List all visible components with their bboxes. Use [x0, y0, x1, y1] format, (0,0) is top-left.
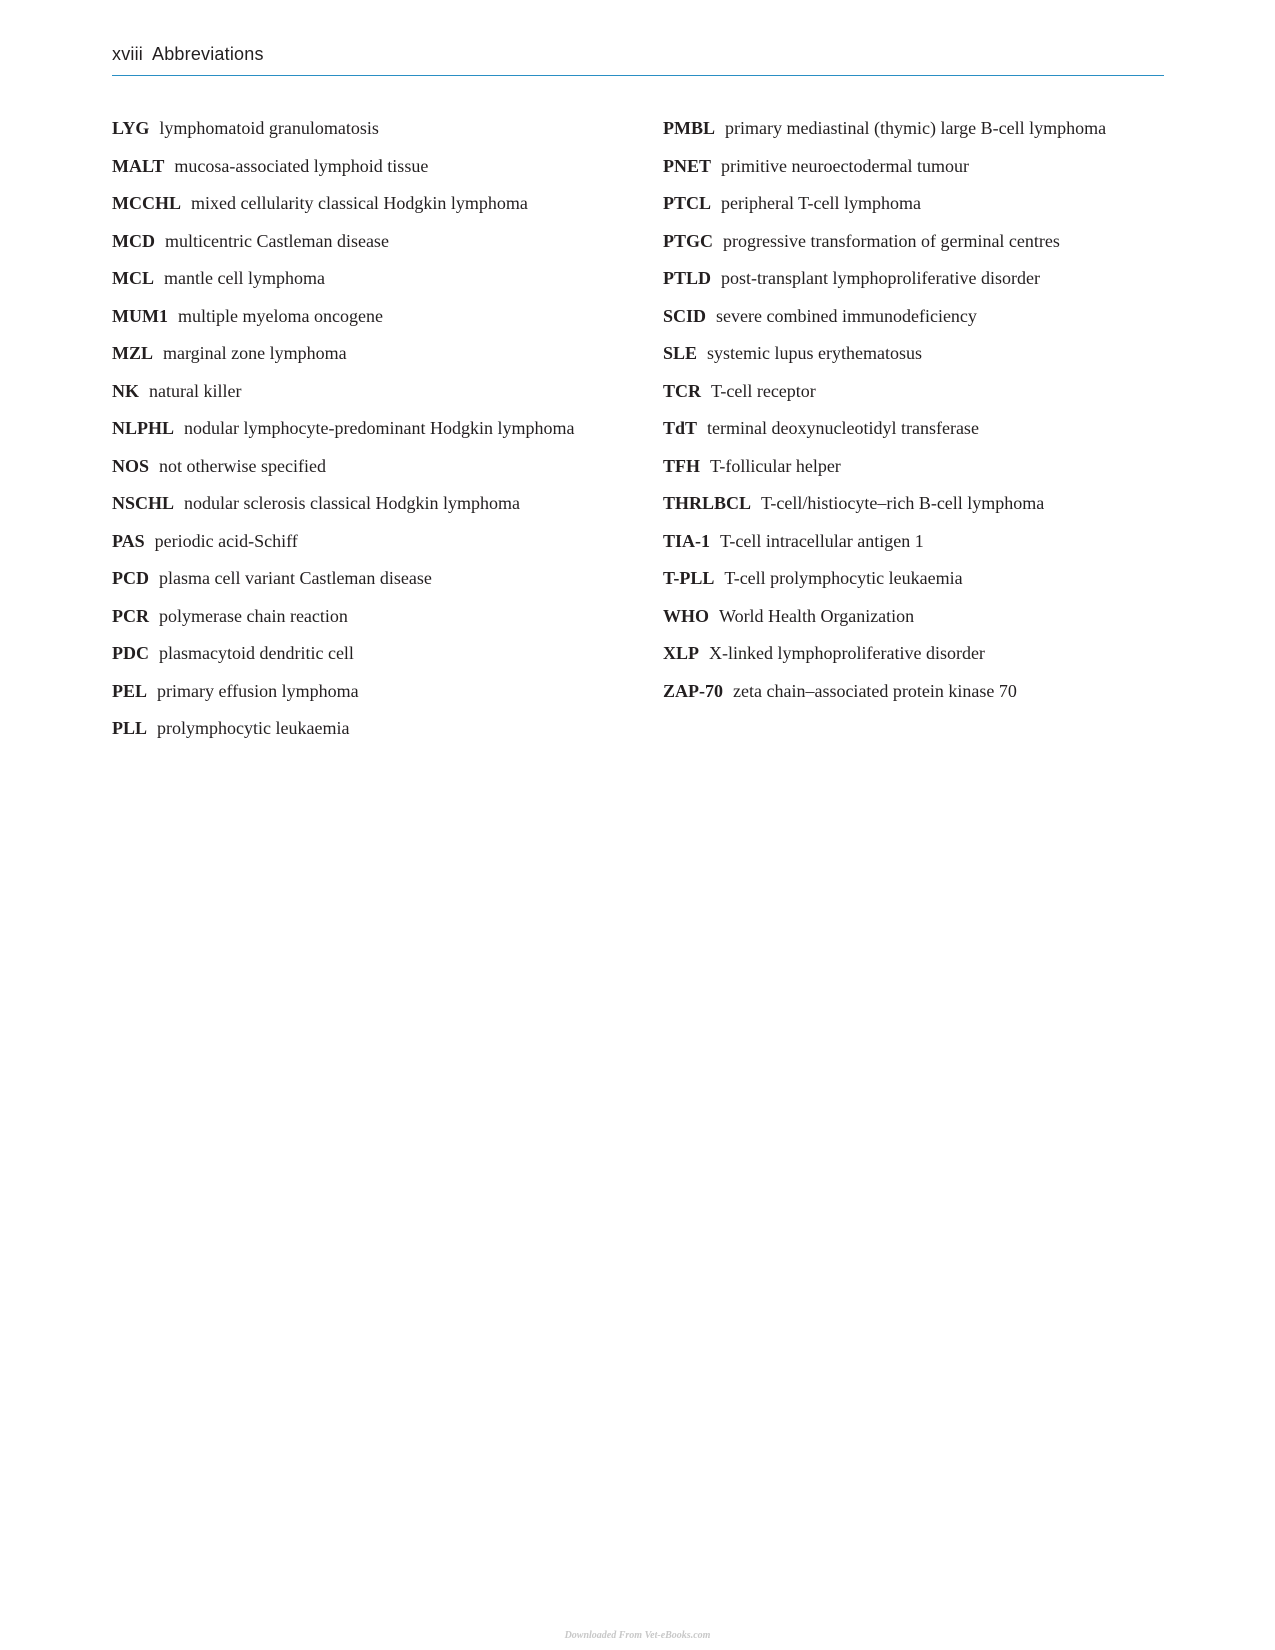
- abbreviation-term: MUM1: [112, 305, 168, 326]
- abbreviation-definition: T-cell intracellular antigen 1: [720, 530, 924, 551]
- abbreviation-term: PNET: [663, 155, 712, 176]
- abbreviation-entry: [112, 303, 652, 341]
- abbreviation-term: THRLBCL: [663, 493, 752, 513]
- abbreviation-definition: X-linked lymphoproliferative disorder: [709, 643, 985, 663]
- abbreviation-entry: [112, 565, 652, 603]
- abbreviation-definition: severe combined immunodeficiency: [716, 305, 977, 326]
- abbreviation-entry: [663, 303, 1203, 341]
- abbreviation-entry: [112, 490, 652, 528]
- abbreviation-term: ZAP-70: [663, 680, 723, 701]
- abbreviation-definition: primary mediastinal (thymic) large B-cell lymphoma: [725, 118, 1107, 138]
- abbreviation-term: MALT: [112, 155, 165, 176]
- abbreviation-term: SLE: [663, 343, 698, 363]
- abbreviation-entry: [112, 453, 652, 491]
- abbreviation-definition: plasma cell variant Castleman disease: [159, 568, 432, 588]
- abbreviation-definition: mucosa-associated lymphoid tissue: [174, 155, 429, 176]
- abbreviation-entry: [663, 678, 1203, 716]
- abbreviation-term: NSCHL: [112, 493, 175, 513]
- abbreviation-entry: [663, 228, 1203, 266]
- abbreviation-term: MCL: [112, 268, 154, 288]
- abbreviation-entry: [112, 415, 652, 453]
- abbreviation-entry: [112, 340, 652, 378]
- abbreviation-definition: primitive neuroectodermal tumour: [721, 155, 969, 176]
- abbreviation-definition: multicentric Castleman disease: [165, 230, 389, 251]
- abbreviation-entry: [663, 528, 1203, 566]
- abbreviation-term: PCR: [112, 605, 149, 626]
- abbreviation-term: PTLD: [663, 268, 712, 288]
- abbreviation-entry: [663, 190, 1203, 228]
- page-number: xviii: [112, 44, 143, 64]
- abbreviation-entry: [663, 490, 1203, 528]
- abbreviation-list-left: [112, 115, 652, 753]
- abbreviation-definition: World Health Organization: [719, 605, 915, 626]
- abbreviation-entry: [112, 378, 652, 416]
- abbreviation-definition: T-cell receptor: [711, 380, 816, 401]
- abbreviation-term: MZL: [112, 343, 154, 363]
- abbreviation-definition: nodular lymphocyte-predominant Hodgkin lymphoma: [184, 418, 575, 438]
- abbreviation-entry: [112, 190, 652, 228]
- abbreviation-definition: primary effusion lymphoma: [157, 680, 359, 701]
- abbreviation-entry: [663, 640, 1203, 678]
- abbreviation-definition: mantle cell lymphoma: [164, 268, 325, 288]
- abbreviation-term: PMBL: [663, 118, 715, 138]
- abbreviation-definition: T-follicular helper: [710, 455, 841, 476]
- abbreviation-entry: [663, 415, 1203, 453]
- abbreviation-term: SCID: [663, 305, 707, 326]
- abbreviation-term: PTGC: [663, 230, 714, 251]
- abbreviation-entry: [663, 603, 1203, 641]
- abbreviation-definition: natural killer: [149, 380, 242, 401]
- abbreviation-definition: periodic acid-Schiff: [154, 530, 298, 551]
- abbreviation-definition: post-transplant lymphoproliferative disorder: [721, 268, 1040, 288]
- abbreviation-definition: zeta chain–associated protein kinase 70: [733, 680, 1017, 701]
- abbreviation-definition: plasmacytoid dendritic cell: [159, 643, 354, 663]
- abbreviation-term: MCCHL: [112, 193, 181, 213]
- running-head: [112, 44, 264, 65]
- abbreviation-term: XLP: [663, 643, 699, 663]
- abbreviation-entry: [663, 565, 1203, 603]
- abbreviation-term: PLL: [112, 718, 148, 738]
- abbreviation-entry: [112, 528, 652, 566]
- abbreviation-definition: systemic lupus erythematosus: [707, 343, 923, 363]
- abbreviation-term: TCR: [663, 380, 702, 401]
- abbreviation-entry: [112, 640, 652, 678]
- abbreviation-term: T-PLL: [663, 568, 715, 588]
- abbreviation-term: TdT: [663, 418, 698, 438]
- abbreviation-definition: terminal deoxynucleotidyl transferase: [707, 418, 979, 438]
- abbreviation-term: PCD: [112, 568, 149, 588]
- abbreviation-term: NOS: [112, 455, 150, 476]
- abbreviation-entry: [663, 378, 1203, 416]
- abbreviation-entry: [112, 603, 652, 641]
- abbreviation-entry: [112, 678, 652, 716]
- abbreviation-definition: peripheral T-cell lymphoma: [721, 193, 921, 213]
- abbreviation-definition: marginal zone lymphoma: [163, 343, 347, 363]
- abbreviation-definition: not otherwise specified: [159, 455, 326, 476]
- abbreviation-entry: [663, 153, 1203, 191]
- header-rule: [112, 75, 1164, 76]
- abbreviation-entry: [112, 228, 652, 266]
- abbreviation-definition: progressive transformation of germinal centres: [723, 230, 1060, 251]
- abbreviation-term: NK: [112, 380, 139, 401]
- abbreviation-term: MCD: [112, 230, 155, 251]
- abbreviation-definition: T-cell/histiocyte–rich B-cell lymphoma: [761, 493, 1045, 513]
- abbreviation-term: PEL: [112, 680, 148, 701]
- abbreviation-definition: mixed cellularity classical Hodgkin lymphoma: [191, 193, 528, 213]
- download-watermark: Downloaded From Vet-eBooks.com: [564, 1630, 711, 1641]
- abbreviation-entry: [112, 265, 652, 303]
- abbreviation-term: TIA-1: [663, 530, 711, 551]
- abbreviation-term: PDC: [112, 643, 149, 663]
- abbreviation-entry: [663, 265, 1203, 303]
- abbreviation-term: PAS: [112, 530, 145, 551]
- abbreviation-entry: [112, 153, 652, 191]
- abbreviation-definition: nodular sclerosis classical Hodgkin lymphoma: [184, 493, 520, 513]
- abbreviation-entry: [663, 340, 1203, 378]
- abbreviation-list-right: [663, 115, 1203, 715]
- abbreviation-definition: lymphomatoid granulomatosis: [159, 118, 379, 138]
- abbreviation-entry: [112, 715, 652, 753]
- abbreviation-entry: [663, 453, 1203, 491]
- abbreviation-term: LYG: [112, 118, 150, 138]
- abbreviation-entry: [112, 115, 652, 153]
- abbreviation-term: NLPHL: [112, 418, 175, 438]
- section-title: Abbreviations: [152, 44, 264, 64]
- abbreviation-definition: T-cell prolymphocytic leukaemia: [724, 568, 963, 588]
- abbreviation-entry: [663, 115, 1203, 153]
- abbreviation-definition: multiple myeloma oncogene: [177, 305, 383, 326]
- abbreviation-term: TFH: [663, 455, 701, 476]
- abbreviation-definition: polymerase chain reaction: [159, 605, 348, 626]
- abbreviation-term: WHO: [663, 605, 710, 626]
- abbreviation-definition: prolymphocytic leukaemia: [157, 718, 350, 738]
- abbreviation-term: PTCL: [663, 193, 712, 213]
